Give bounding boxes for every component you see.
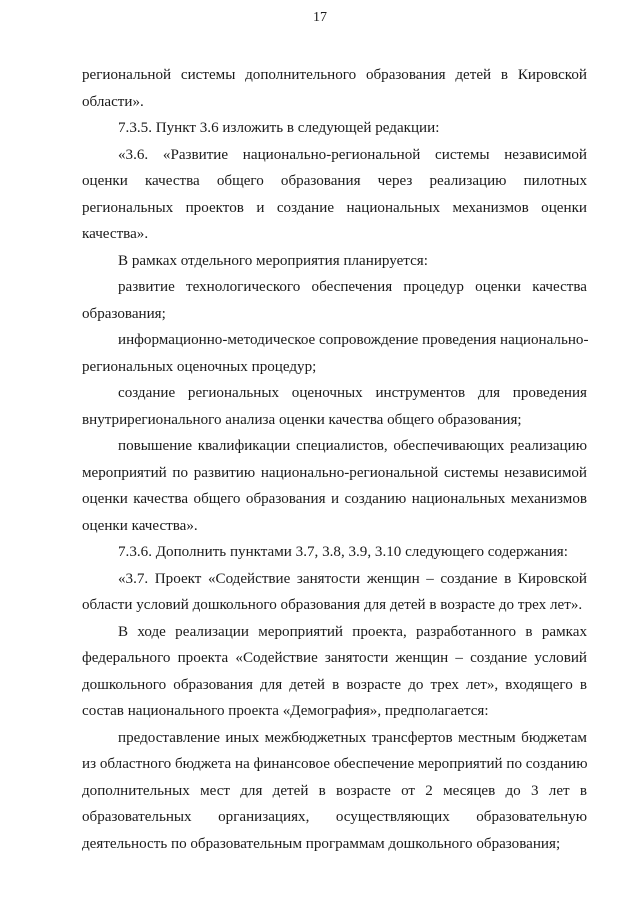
text-line: области условий дошкольного образования для детей в возрасте до трех лет».	[82, 597, 583, 613]
text-line: 7.3.5. Пункт 3.6 изложить в следующей редакции:	[118, 120, 440, 136]
text-line: В ходе реализации мероприятий проекта, разработанного в рамках	[118, 623, 587, 640]
paragraph	[82, 115, 587, 142]
text-line: из областного бюджета на финансовое обеспечение мероприятий по созданию	[82, 756, 588, 772]
paragraph	[82, 619, 587, 725]
text-line: В рамках отдельного мероприятия планируется:	[118, 252, 428, 269]
text-line: образования;	[82, 305, 166, 322]
text-line: региональных оценочных процедур;	[82, 358, 317, 375]
text-line: оценки качества общего образования и созданию национальных механизмов	[82, 491, 587, 507]
paragraph	[82, 62, 587, 115]
text-line: оценки качества».	[82, 517, 198, 534]
text-line: внутрирегионального анализа оценки качества общего образования;	[82, 411, 522, 428]
paragraph	[82, 725, 587, 858]
text-line: «3.7. Проект «Содействие занятости женщин – создание в Кировской	[118, 570, 587, 587]
paragraph	[82, 566, 587, 619]
text-line: мероприятий по развитию национально-региональной системы независимой	[82, 464, 587, 481]
paragraph	[82, 274, 587, 327]
document-body	[82, 62, 587, 857]
paragraph	[82, 327, 587, 380]
paragraph	[82, 539, 587, 566]
text-line: области».	[82, 93, 144, 110]
text-line: качества».	[82, 226, 149, 242]
text-line: дошкольного образования для детей в возрасте до трех лет», входящего в	[82, 676, 587, 693]
text-line: информационно-методическое сопровождение проведения национально-	[118, 332, 589, 348]
text-line: 7.3.6. Дополнить пунктами 3.7, 3.8, 3.9, 3.10 следующего содержания:	[118, 544, 568, 560]
text-line: федерального проекта «Содействие занятости женщин – создание условий	[82, 650, 587, 666]
text-line: повышение квалификации специалистов, обеспечивающих реализацию	[118, 438, 587, 454]
text-line: предоставление иных межбюджетных трансфертов местным бюджетам	[118, 729, 587, 746]
paragraph	[82, 433, 587, 539]
text-line: региональной системы дополнительного образования детей в Кировской	[82, 67, 587, 83]
page-number: 17	[313, 10, 327, 25]
text-line: дополнительных мест для детей в возрасте от 2 месяцев до 3 лет в	[82, 782, 587, 799]
text-line: региональных проектов и создание национальных механизмов оценки	[82, 199, 587, 216]
text-line: состав национального проекта «Демография», предполагается:	[82, 703, 489, 719]
paragraph	[82, 248, 587, 275]
text-line: развитие технологического обеспечения процедур оценки качества	[118, 279, 587, 295]
paragraph	[82, 380, 587, 433]
text-line: создание региональных оценочных инструментов для проведения	[118, 385, 587, 401]
text-line: деятельность по образовательным программам дошкольного образования;	[82, 835, 561, 852]
text-line: «3.6. «Развитие национально-региональной системы независимой	[118, 146, 587, 163]
text-line: образовательных организациях, осуществляющих образовательную	[82, 809, 587, 825]
paragraph	[82, 142, 587, 248]
text-line: оценки качества общего образования через реализацию пилотных	[82, 173, 587, 189]
